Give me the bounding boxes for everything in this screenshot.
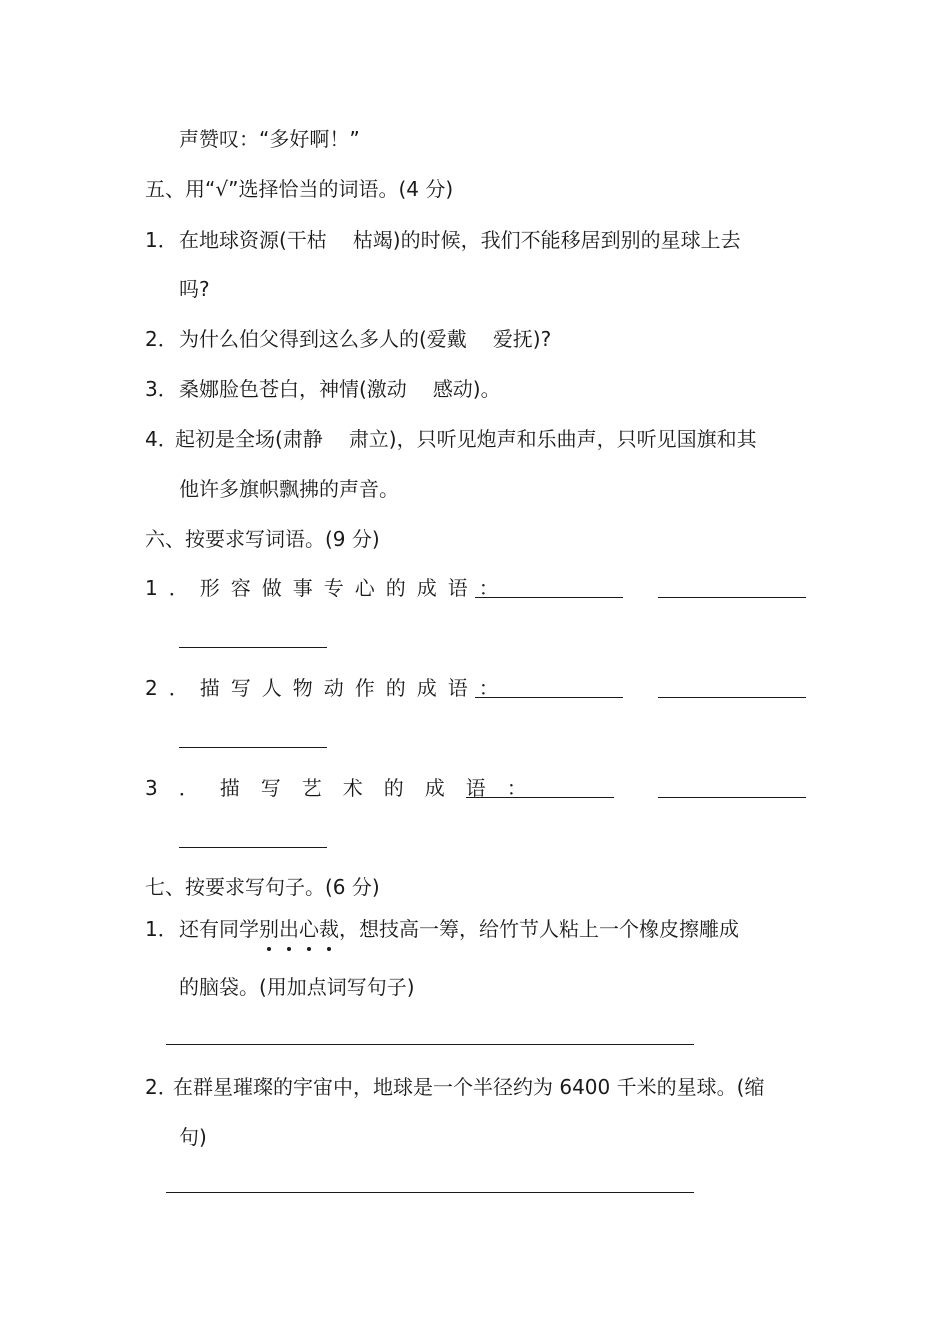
answer-blank[interactable] (179, 747, 327, 748)
answer-blank[interactable] (658, 797, 806, 798)
answer-blank[interactable] (475, 697, 623, 698)
question-number: 4． (145, 427, 178, 451)
question-number: 3． (145, 776, 220, 800)
answer-blank[interactable] (179, 847, 327, 848)
question-text: 形容做事专心的成语： (199, 576, 510, 600)
s7-question-1 (145, 919, 739, 939)
question-text: 描写人物动作的成语： (199, 676, 510, 700)
s5-question-2 (145, 329, 551, 349)
top-continuation-line: 声赞叹：“多好啊！” (179, 127, 360, 151)
question-text: 桑娜脸色苍白，神情(激动 (179, 377, 407, 401)
question-number: 3． (145, 377, 178, 401)
emphasis-dotted-char: 出 (279, 917, 299, 941)
answer-blank[interactable] (658, 697, 806, 698)
s6-question-1 (145, 578, 510, 598)
answer-line[interactable] (166, 1192, 694, 1193)
emphasis-dotted-char: 心 (299, 917, 319, 941)
answer-line[interactable] (166, 1044, 694, 1045)
question-text: 还有同学 (179, 917, 259, 941)
question-text: 起初是全场(肃静 (175, 427, 323, 451)
s5-question-4 (145, 429, 757, 449)
s5-question-1 (145, 230, 741, 250)
question-number: 1． (145, 228, 178, 252)
s6-question-3 (145, 778, 548, 798)
question-text: 爱抚)? (492, 327, 552, 351)
question-number: 1． (145, 576, 200, 600)
question-number: 2． (145, 327, 178, 351)
question-text: 枯竭)的时候，我们不能移居到别的星球上去 (352, 228, 741, 252)
section-5-title: 五、用“√”选择恰当的词语。(4 分) (145, 177, 454, 201)
s5-question-4-continuation: 他许多旗帜飘拂的声音。 (179, 477, 399, 501)
answer-blank[interactable] (658, 597, 806, 598)
s7-question-1-continuation: 的脑袋。(用加点词写句子) (179, 975, 415, 999)
s6-question-2 (145, 678, 510, 698)
question-text: 感动)。 (432, 377, 501, 401)
section-7-title: 七、按要求写句子。(6 分) (145, 875, 380, 899)
question-text: 肃立)，只听见炮声和乐曲声，只听见国旗和其 (348, 427, 757, 451)
s7-question-2-continuation: 句) (179, 1125, 207, 1149)
section-6-title: 六、按要求写词语。(9 分) (145, 527, 380, 551)
answer-blank[interactable] (179, 647, 327, 648)
answer-blank[interactable] (475, 597, 623, 598)
answer-blank[interactable] (466, 797, 614, 798)
question-text: 描写艺术的成语： (219, 776, 548, 800)
question-text: 在地球资源(干枯 (179, 228, 327, 252)
s5-question-3 (145, 379, 501, 399)
question-number: 1． (145, 917, 178, 941)
question-number: 2． (145, 676, 200, 700)
question-text: 为什么伯父得到这么多人的(爱戴 (179, 327, 467, 351)
s5-question-1-continuation: 吗? (179, 277, 210, 301)
emphasis-dotted-char: 别 (259, 917, 279, 941)
question-number: 2． (145, 1075, 178, 1099)
s7-question-2 (145, 1077, 764, 1097)
question-text: 在群星璀璨的宇宙中，地球是一个半径约为 6400 千米的星球。(缩 (173, 1075, 765, 1099)
emphasis-dotted-char: 裁 (319, 917, 339, 941)
question-text: ，想技高一筹，给竹节人粘上一个橡皮擦雕成 (339, 917, 739, 941)
